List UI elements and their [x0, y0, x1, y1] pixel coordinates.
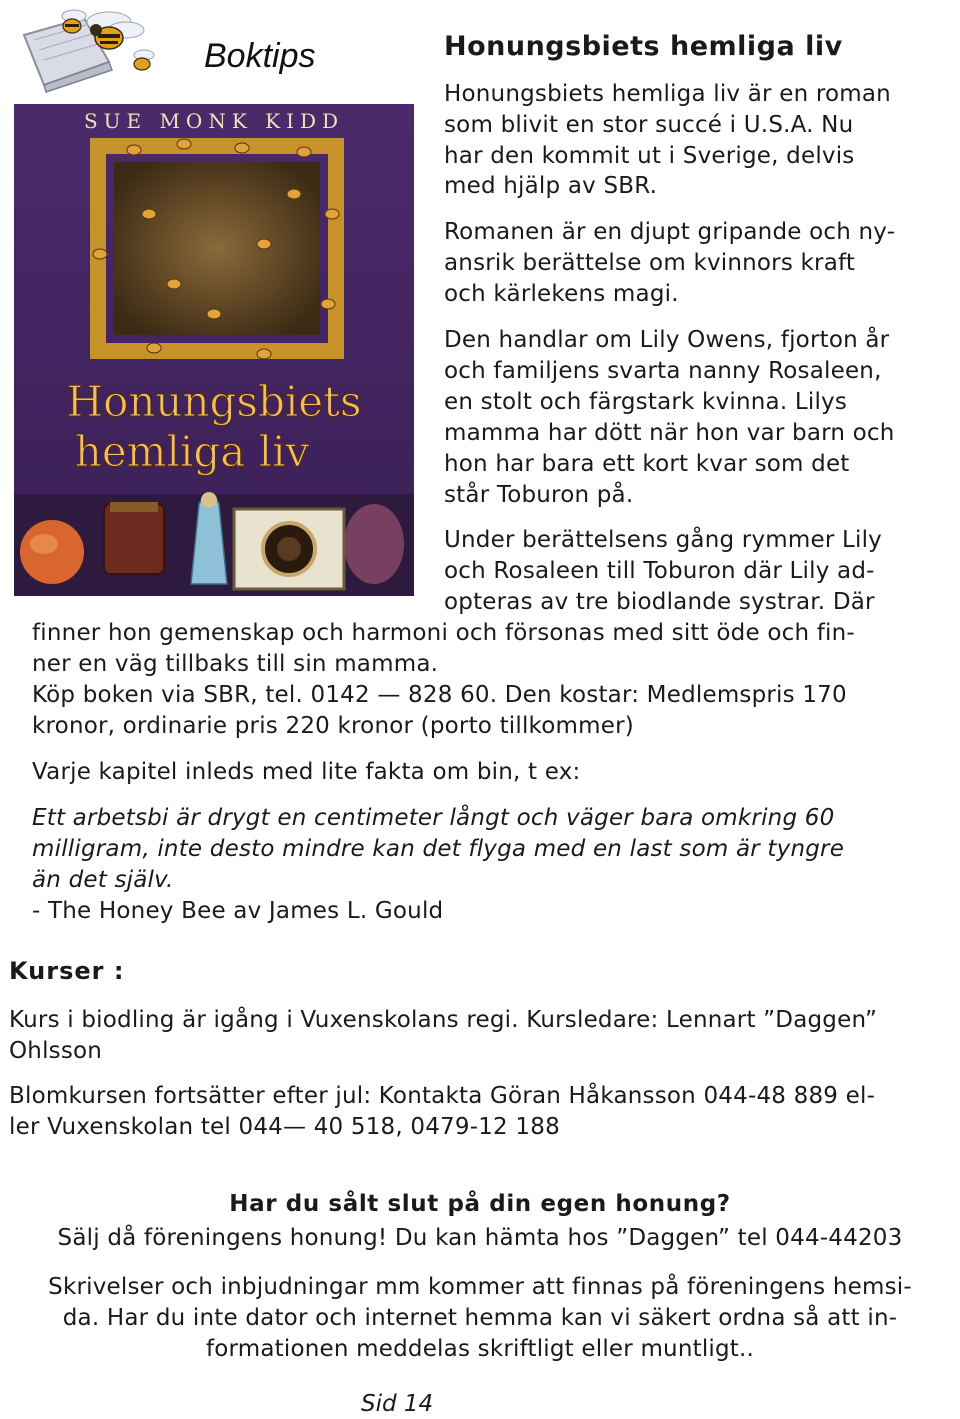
article-line: står Toburon på. [444, 482, 634, 508]
bee-book-logo [14, 0, 164, 95]
article-line: hon har bara ett kort kvar som det [444, 451, 850, 477]
cover-author: SUE MONK KIDD [83, 109, 345, 133]
article-line: kronor, ordinarie pris 220 kronor (porto tillkommer) [32, 713, 634, 739]
article-line: har den kommit ut i Sverige, delvis [444, 143, 855, 169]
quote-line: än det själv. [32, 867, 174, 893]
article-line: med hjälp av SBR. [444, 173, 658, 199]
quote-attribution: - The Honey Bee av James L. Gould [32, 898, 444, 924]
honey-notice-heading: Har du sålt slut på din egen honung? [229, 1191, 731, 1217]
article-line: ansrik berättelse om kvinnors kraft [444, 250, 856, 276]
article-line: opteras av tre biodlande systrar. Där [444, 589, 875, 615]
quote-line: Ett arbetsbi är drygt en centimeter långt och väger bara omkring 60 [32, 805, 835, 831]
article-line: som blivit en stor succé i U.S.A. Nu [444, 112, 854, 138]
article-line: finner hon gemenskap och harmoni och försonas med sitt öde och fin- [32, 620, 855, 646]
website-notice-line: Skrivelser och inbjudningar mm kommer att finnas på föreningens hemsi- [48, 1274, 912, 1300]
courses-line: Ohlsson [9, 1038, 103, 1064]
honey-notice-text: Sälj då föreningens honung! Du kan hämta hos ”Daggen” tel 044-44203 [57, 1225, 903, 1251]
page-number: Sid 14 [361, 1391, 434, 1417]
website-notice-line: formationen meddelas skriftligt eller muntligt.. [205, 1336, 755, 1362]
article-line: Honungsbiets hemliga liv är en roman [444, 81, 891, 107]
article-line: Under berättelsens gång rymmer Lily [444, 527, 882, 553]
article-line: Romanen är en djupt gripande och ny- [444, 219, 896, 245]
quote-line: milligram, inte desto mindre kan det flyga med en last som är tyngre [32, 836, 845, 862]
website-notice-line: da. Har du inte dator och internet hemma kan vi säkert ordna så att in- [62, 1305, 898, 1331]
courses-line: Kurs i biodling är igång i Vuxenskolans regi. Kursledare: Lennart ”Daggen” [9, 1007, 878, 1033]
article-line: ner en väg tillbaks till sin mamma. [32, 651, 439, 677]
article-line: Den handlar om Lily Owens, fjorton år [444, 327, 890, 353]
courses-line: Blomkursen fortsätter efter jul: Kontakta Göran Håkansson 044-48 889 el- [9, 1083, 876, 1109]
courses-line: ler Vuxenskolan tel 044— 40 518, 0479-12 188 [9, 1114, 560, 1140]
courses-heading: Kurser : [9, 957, 125, 985]
cover-title-line-2: hemliga liv [74, 427, 310, 476]
article-line: Köp boken via SBR, tel. 0142 — 828 60. Den kostar: Medlemspris 170 [32, 682, 847, 708]
book-cover-image [14, 104, 414, 596]
article-heading: Honungsbiets hemliga liv [444, 31, 843, 62]
article-line: en stolt och färgstark kvinna. Lilys [444, 389, 848, 415]
article-line: mamma har dött när hon var barn och [444, 420, 895, 446]
article-line: Varje kapitel inleds med lite fakta om bin, t ex: [32, 759, 581, 785]
article-line: och kärlekens magi. [444, 281, 679, 307]
article-line: och Rosaleen till Toburon där Lily ad- [444, 558, 875, 584]
cover-title-line-1: Honungsbiets [66, 377, 362, 426]
article-line: och familjens svarta nanny Rosaleen, [444, 358, 882, 384]
section-label: Boktips [204, 37, 316, 75]
